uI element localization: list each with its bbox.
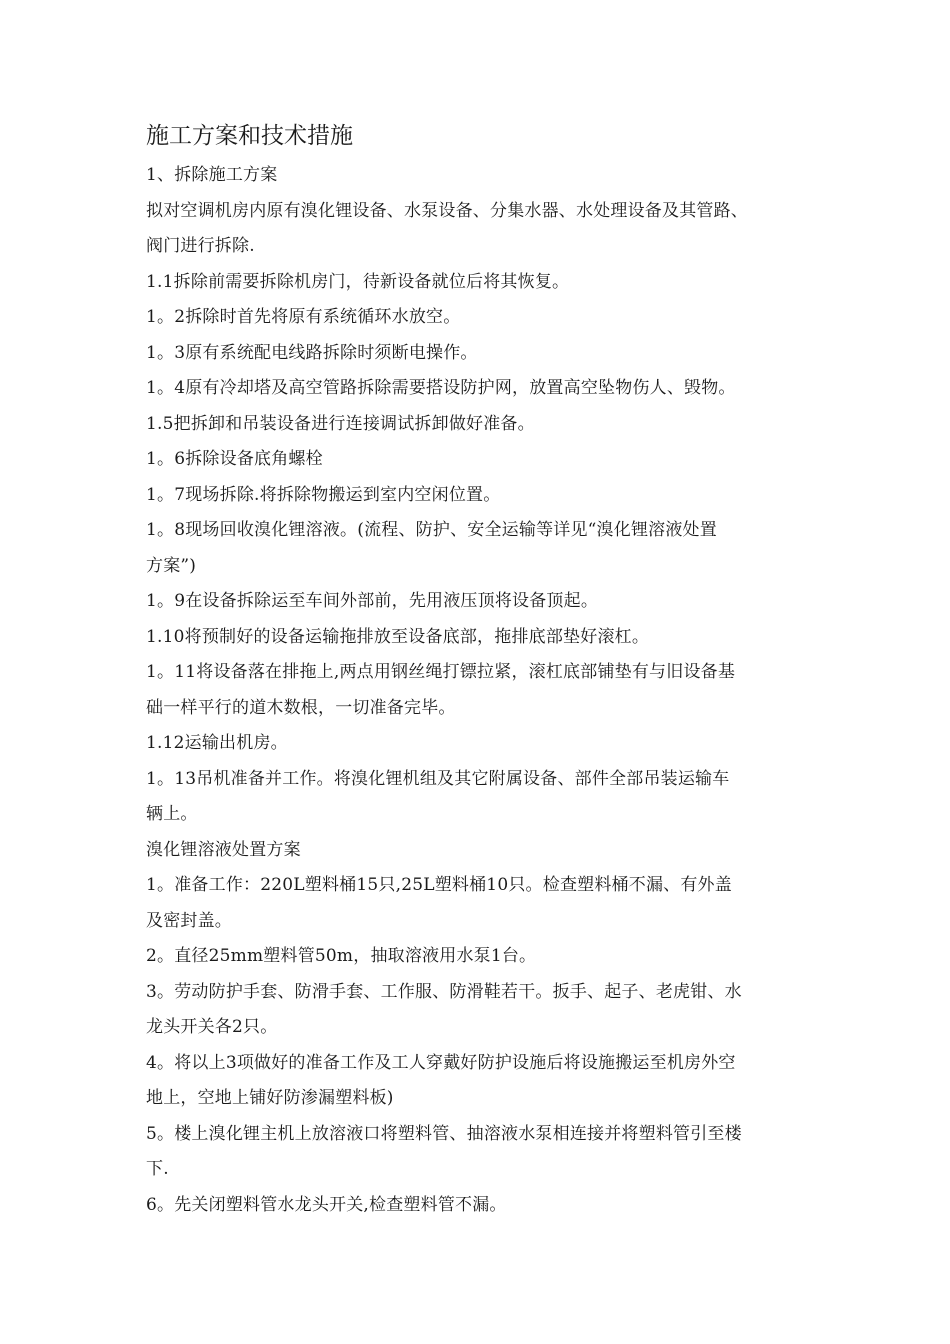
paragraph-line: 础一样平行的道木数根，一切准备完毕。 <box>146 697 456 718</box>
document-title: 施工方案和技术措施 <box>146 123 353 149</box>
paragraph-line: 1。准备工作：220L塑料桶15只,25L塑料桶10只。检查塑料桶不漏、有外盖 <box>146 875 732 895</box>
paragraph-line: 1。6拆除设备底角螺栓 <box>146 449 323 469</box>
paragraph-line: 龙头开关各2只。 <box>146 1017 278 1037</box>
paragraph-line: 1。4原有冷却塔及高空管路拆除需要搭设防护网，放置高空坠物伤人、毁物。 <box>146 378 736 398</box>
paragraph-line: 1.1拆除前需要拆除机房门，待新设备就位后将其恢复。 <box>146 271 570 292</box>
paragraph-line: 1。3原有系统配电线路拆除时须断电操作。 <box>146 342 478 363</box>
paragraph-line: 1。2拆除时首先将原有系统循环水放空。 <box>146 307 461 327</box>
paragraph-line: 3。劳动防护手套、防滑手套、工作服、防滑鞋若干。扳手、起子、老虎钳、水 <box>146 981 742 1002</box>
paragraph-line: 下. <box>146 1159 169 1179</box>
section-heading-solution-disposal: 溴化锂溶液处置方案 <box>146 839 301 860</box>
paragraph-line: 方案”) <box>146 555 197 576</box>
paragraph-line: 1。11将设备落在排拖上,两点用钢丝绳打镖拉紧，滚杠底部铺垫有与旧设备基 <box>146 662 736 682</box>
paragraph-line: 辆上。 <box>146 804 198 824</box>
paragraph-line: 5。楼上溴化锂主机上放溶液口将塑料管、抽溶液水泵相连接并将塑料管引至楼 <box>146 1123 742 1144</box>
paragraph-line: 1。7现场拆除.将拆除物搬运到室内空闲位置。 <box>146 484 501 505</box>
paragraph-line: 1.10将预制好的设备运输拖排放至设备底部，拖排底部垫好滚杠。 <box>146 626 650 647</box>
document-page <box>146 118 826 1223</box>
paragraph-line: 1.5把拆卸和吊装设备进行连接调试拆卸做好准备。 <box>146 413 535 434</box>
paragraph-line: 2。直径25mm塑料管50m，抽取溶液用水泵1台。 <box>146 946 537 966</box>
paragraph-line: 及密封盖。 <box>146 910 232 931</box>
paragraph-line: 1。8现场回收溴化锂溶液。(流程、防护、安全运输等详见“溴化锂溶液处置 <box>146 520 717 540</box>
paragraph-line: 1。13吊机准备并工作。将溴化锂机组及其它附属设备、部件全部吊装运输车 <box>146 768 730 789</box>
paragraph-line: 拟对空调机房内原有溴化锂设备、水泵设备、分集水器、水处理设备及其管路、 <box>146 200 748 221</box>
paragraph-line: 4。将以上3项做好的准备工作及工人穿戴好防护设施后将设施搬运至机房外空 <box>146 1052 736 1073</box>
paragraph-line: 6。先关闭塑料管水龙头开关,检查塑料管不漏。 <box>146 1194 507 1215</box>
paragraph-line: 阀门进行拆除. <box>146 236 255 256</box>
paragraph-line: 1。9在设备拆除运至车间外部前，先用液压顶将设备顶起。 <box>146 591 599 611</box>
paragraph-line: 地上，空地上铺好防渗漏塑料板) <box>146 1088 394 1108</box>
section-heading-demolition: 1、拆除施工方案 <box>146 165 278 185</box>
paragraph-line: 1.12运输出机房。 <box>146 733 288 753</box>
